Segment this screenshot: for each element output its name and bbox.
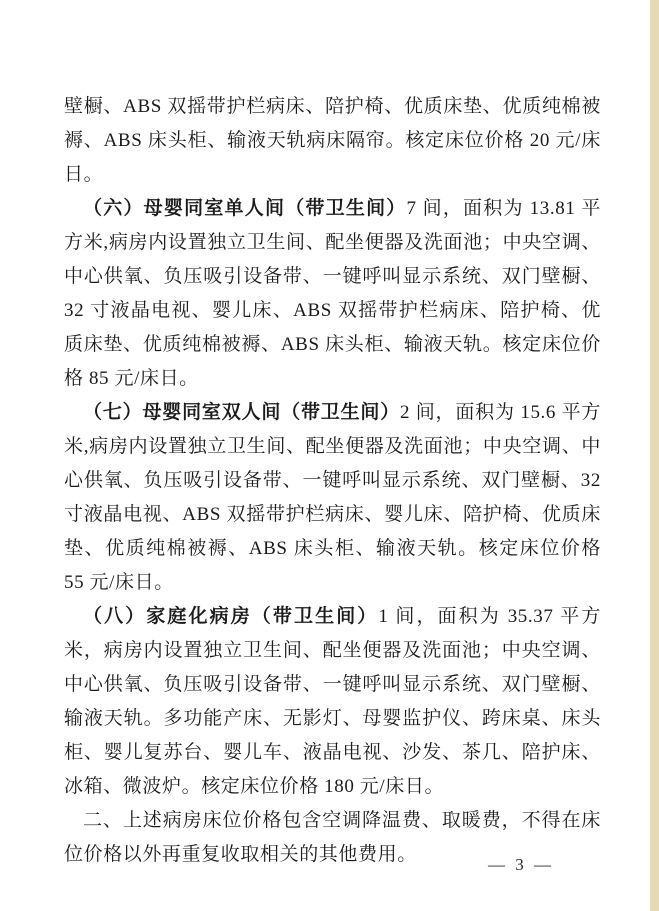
paragraph-continued-room-5 [64, 90, 601, 192]
paragraph-text: 二、上述病房床位价格包含空调降温费、取暖费，不得在床位价格以外再重复收取相关的其他费用。 [64, 810, 601, 865]
section-heading: （八）家庭化病房（带卫生间） [83, 606, 379, 627]
section-heading: （七）母婴同室双人间（带卫生间） [83, 402, 401, 423]
scan-edge-strip [650, 0, 659, 911]
page-number: — 3 — [488, 855, 554, 874]
paragraph-text: 2 间，面积为 15.6 平方米,病房内设置独立卫生间、配坐便器及洗面池；中央空调、中心供氧、负压吸引设备带、一键呼叫显示系统、双门壁橱、32 寸液晶电视、ABS 双摇带护栏病床、婴儿床、陪护椅、优质床垫、优质纯棉被褥、ABS 床头柜、输液天轨。核定床位价格 55 元/床日。 [64, 402, 601, 593]
paragraph-section-6 [64, 192, 601, 396]
paragraph-section-7 [64, 396, 601, 600]
section-heading: （六）母婴同室单人间（带卫生间） [83, 198, 407, 219]
document-body [64, 90, 601, 872]
paragraph-text: 壁橱、ABS 双摇带护栏病床、陪护椅、优质床垫、优质纯棉被褥、ABS 床头柜、输液天轨病床隔帘。核定床位价格 20 元/床日。 [64, 96, 601, 185]
paragraph-text: 7 间，面积为 13.81 平方米,病房内设置独立卫生间、配坐便器及洗面池；中央空调、中心供氧、负压吸引设备带、一键呼叫显示系统、双门壁橱、32 寸液晶电视、婴儿床、ABS 双摇带护栏病床、陪护椅、优质床垫、优质纯棉被褥、ABS 床头柜、输液天轨。核定床位价格 85 元/床日。 [64, 198, 601, 389]
paragraph-section-8 [64, 600, 601, 804]
paragraph-text: 1 间，面积为 35.37 平方米，病房内设置独立卫生间、配坐便器及洗面池；中央空调、中心供氧、负压吸引设备带、一键呼叫显示系统、双门壁橱、输液天轨。多功能产床、无影灯、母婴监护仪、跨床桌、床头柜、婴儿复苏台、婴儿车、液晶电视、沙发、茶几、陪护床、冰箱、微波炉。核定床位价格 180 元/床日。 [64, 606, 602, 797]
